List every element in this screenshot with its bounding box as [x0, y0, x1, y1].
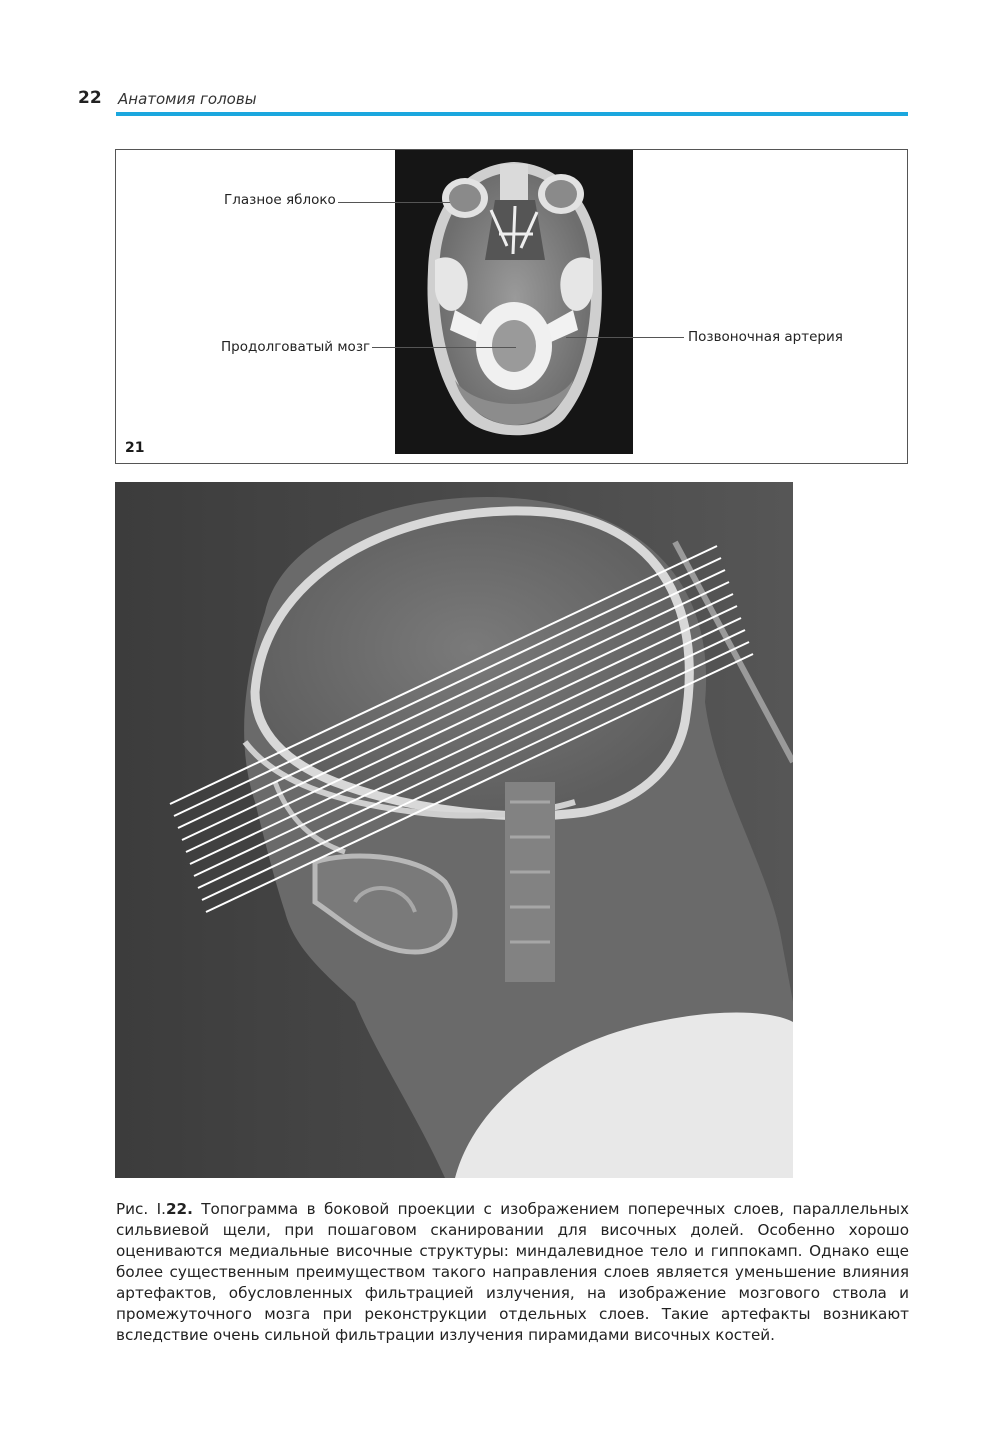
lateral-topogram	[115, 482, 793, 1178]
caption-prefix: Рис. I.	[116, 1200, 166, 1219]
ct-axial-drawing	[395, 150, 633, 454]
leader-medulla	[372, 347, 516, 348]
header-rule	[116, 112, 908, 116]
running-title: Анатомия головы	[118, 90, 257, 108]
label-eyeball: Глазное яблоко	[224, 192, 336, 208]
label-medulla: Продолговатый мозг	[221, 339, 371, 355]
figure-caption	[116, 1199, 909, 1346]
label-vertebral-artery: Позвоночная артерия	[688, 329, 843, 345]
leader-vertebral-artery	[566, 337, 684, 338]
figure-21	[115, 149, 908, 464]
figure-number: 21	[125, 440, 145, 456]
caption-text: Топограмма в боковой проекции с изображением поперечных слоев, параллельных сильвиевой щели, при пошаговом сканировании для височных долей. Особенно хорошо оцениваются медиальные височные структуры: миндалевидное тело и гиппокамп. Однако еще более существенным преимуществом такого направления слоев является уменьшение влияния артефактов, обусловленных фильтрацией излучения, на изображение мозгового ствола и промежуточного мозга при реконструкции отдельных слоев. Такие артефакты возникают вследствие очень сильной фильтрации излучения пирамидами височных костей.	[116, 1200, 910, 1345]
leader-eyeball	[338, 202, 450, 203]
topogram-drawing	[115, 482, 793, 1178]
ct-axial-image	[395, 150, 633, 454]
page-number: 22	[78, 88, 102, 108]
caption-figure-number: 22.	[165, 1200, 193, 1219]
